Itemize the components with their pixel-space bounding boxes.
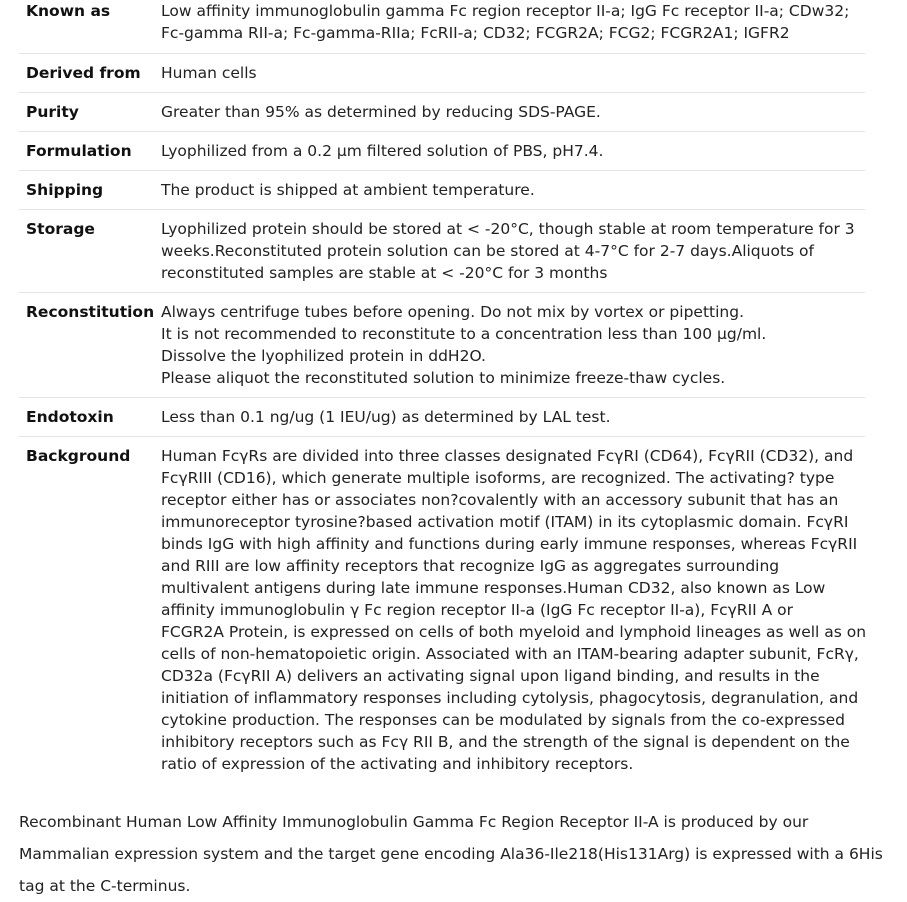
spec-row-shipping: [19, 171, 865, 210]
description-paragraph: [19, 806, 889, 902]
spec-row-endotoxin: [19, 398, 865, 437]
spec-value-line: Low affinity immunoglobulin gamma Fc region receptor II-a; IgG Fc receptor II-a; CDw32;: [161, 2, 850, 20]
spec-row-storage: [19, 210, 865, 293]
spec-value-line: Lyophilized protein should be stored at < -20°C, though stable at room temperature for 3: [161, 220, 855, 238]
spec-row-formulation: [19, 132, 865, 171]
spec-value-line: Human FcγRs are divided into three classes designated FcγRI (CD64), FcγRII (CD32), and: [161, 447, 854, 465]
spec-label-formulation: Formulation: [19, 132, 161, 171]
spec-label-purity: Purity: [19, 93, 161, 132]
spec-value-line: ratio of expression of the activating and inhibitory receptors.: [161, 755, 634, 773]
spec-value-storage: [161, 210, 865, 293]
spec-value-line: receptor either has or associates non?covalently with an accessory subunit that has an: [161, 491, 839, 509]
spec-label-shipping: Shipping: [19, 171, 161, 210]
spec-label-storage: Storage: [19, 210, 161, 293]
description-line: tag at the C-terminus.: [19, 877, 191, 895]
spec-value-reconstitution: [161, 293, 865, 398]
spec-row-derived-from: [19, 54, 865, 93]
spec-value-line: and RIII are low affinity receptors that recognize IgG as aggregates surrounding: [161, 557, 780, 575]
spec-value-line: binds IgG with high affinity and functions during early immune responses, whereas FcγRII: [161, 535, 858, 553]
spec-value-line: cells of non-hematopoietic origin. Associated with an ITAM-bearing adapter subunit, FcRγ,: [161, 645, 859, 663]
spec-value-line: FcγRIII (CD16), which generate multiple isoforms, are recognized. The activating? type: [161, 469, 835, 487]
spec-value-derived-from: [161, 54, 865, 93]
spec-value-line: cytokine production. The responses can be modulated by signals from the co-expressed: [161, 711, 845, 729]
spec-label-derived-from: Derived from: [19, 54, 161, 93]
spec-value-shipping: [161, 171, 865, 210]
spec-value-line: Always centrifuge tubes before opening. Do not mix by vortex or pipetting.: [161, 303, 744, 321]
spec-value-line: immunoreceptor tyrosine?based activation motif (ITAM) in its cytoplasmic domain. FcγRI: [161, 513, 849, 531]
spec-row-reconstitution: [19, 293, 865, 398]
spec-table-body: [19, 0, 865, 775]
spec-value-line: weeks.Reconstituted protein solution can be stored at 4-7°C for 2-7 days.Aliquots of: [161, 242, 814, 260]
spec-row-known-as: [19, 0, 865, 54]
spec-value-line: It is not recommended to reconstitute to a concentration less than 100 μg/ml.: [161, 325, 767, 343]
spec-label-background: Background: [26, 447, 131, 465]
spec-value-line: FCGR2A Protein, is expressed on cells of both myeloid and lymphoid lineages as well as on: [161, 623, 867, 641]
spec-value-line: Lyophilized from a 0.2 μm filtered solution of PBS, pH7.4.: [161, 142, 604, 160]
spec-value-background: [161, 437, 865, 776]
spec-row-purity: [19, 93, 865, 132]
spec-value-formulation: [161, 132, 865, 171]
spec-value-line: Fc-gamma RII-a; Fc-gamma-RIIa; FcRII-a; CD32; FCGR2A; FCG2; FCGR2A1; IGFR2: [161, 24, 790, 42]
spec-value-line: Please aliquot the reconstituted solution to minimize freeze-thaw cycles.: [161, 369, 726, 387]
spec-value-line: Human cells: [161, 64, 257, 82]
spec-row-background: [19, 437, 865, 776]
spec-label-known-as: Known as: [19, 0, 161, 54]
spec-value-line: reconstituted samples are stable at < -20°C for 3 months: [161, 264, 608, 282]
spec-value-purity: [161, 93, 865, 132]
spec-value-line: multivalent antigens during late immune responses.Human CD32, also known as Low: [161, 579, 826, 597]
spec-table: [19, 0, 865, 775]
spec-value-line: inhibitory receptors such as Fcγ RII B, and the strength of the signal is dependent on the: [161, 733, 850, 751]
description-line: Recombinant Human Low Affinity Immunoglobulin Gamma Fc Region Receptor II-A is produced by our: [19, 813, 809, 831]
spec-value-line: The product is shipped at ambient temperature.: [161, 181, 535, 199]
spec-value-endotoxin: [161, 398, 865, 437]
spec-value-line: affinity immunoglobulin γ Fc region receptor II-a (IgG Fc receptor II-a), FcγRII A or: [161, 601, 794, 619]
spec-value-line: initiation of inflammatory responses including cytolysis, phagocytosis, degranulation, and: [161, 689, 859, 707]
spec-label-reconstitution: Reconstitution: [19, 293, 161, 398]
spec-value-line: Less than 0.1 ng/ug (1 IEU/ug) as determined by LAL test.: [161, 408, 611, 426]
spec-value-line: CD32a (FcγRII A) delivers an activating signal upon ligand binding, and results in the: [161, 667, 820, 685]
description-line: Mammalian expression system and the target gene encoding Ala36-Ile218(His131Arg) is expressed with a 6His: [19, 845, 883, 863]
spec-value-line: Greater than 95% as determined by reducing SDS-PAGE.: [161, 103, 601, 121]
spec-value-known-as: [161, 0, 865, 54]
spec-value-line: Dissolve the lyophilized protein in ddH2O.: [161, 347, 486, 365]
spec-label-endotoxin: Endotoxin: [19, 398, 161, 437]
